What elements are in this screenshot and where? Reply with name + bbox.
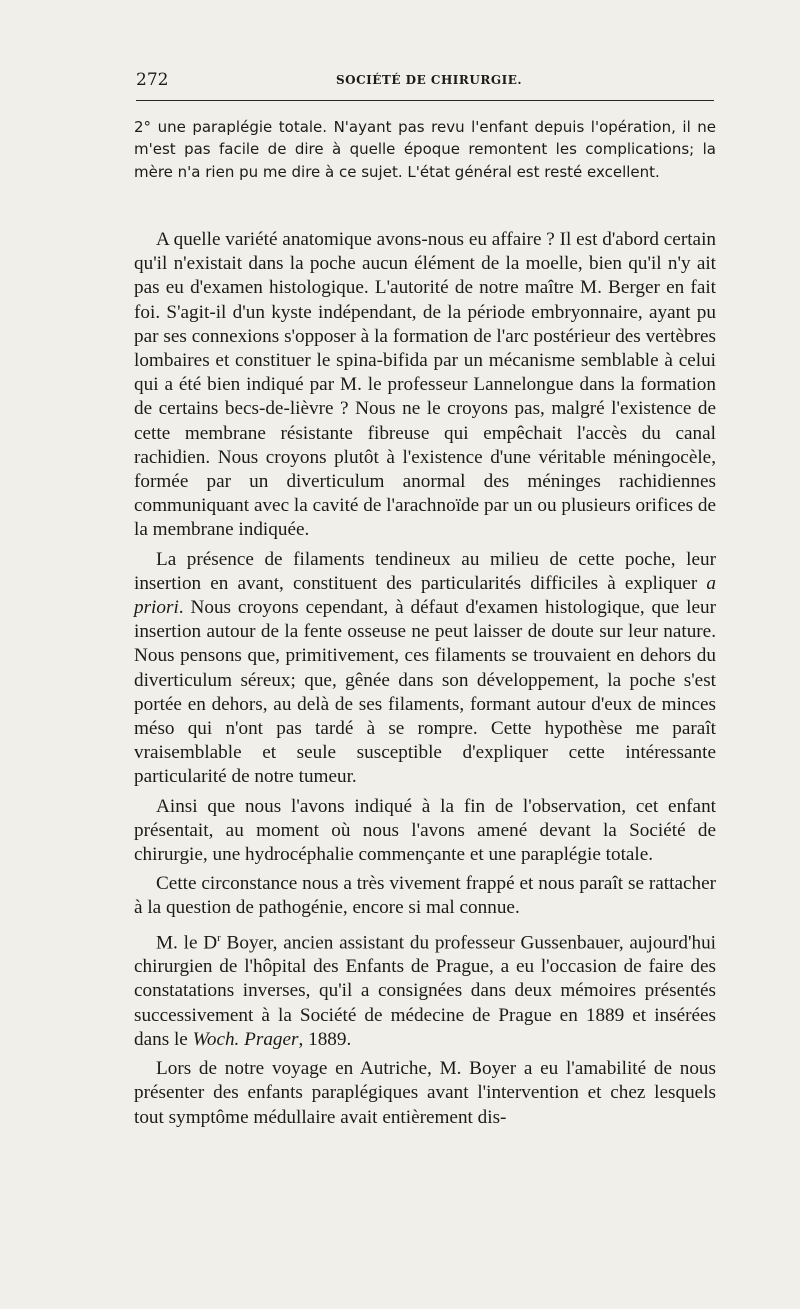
body-text: [134, 228, 716, 1130]
paragraph-7: Lors de notre voyage en Autriche, M. Boyer a eu l'amabilité de nous présenter des enfants paraplégiques avant l'intervention et chez lesquels tout symptôme médullaire avait entièrement dis-: [134, 1058, 716, 1128]
running-head: SOCIÉTÉ DE CHIRURGIE.: [336, 73, 523, 87]
paragraph-6-part-1: M. le D: [156, 932, 218, 954]
paragraph-3-italic: a priori: [134, 572, 716, 619]
paragraph-6-part-3: , 1889.: [298, 1028, 352, 1050]
paragraph-1: 2° une paraplégie totale. N'ayant pas revu l'enfant depuis l'opération, il ne m'est pas facile de dire à quelle époque remontent les complications; la mère n'a rien pu me dire à ce sujet. L'état général est resté excellent.: [134, 118, 716, 181]
paragraph-5: Cette circonstance nous a très vivement frappé et nous paraît se rattacher à la question de pathogénie, encore si mal connue.: [134, 873, 716, 919]
paragraph-6-part-2: Boyer, ancien assistant du professeur Gussenbauer, aujourd'hui chirurgien de l'hôpital des Enfants de Prague, a eu l'occasion de faire des constatations inverses, qu'il a consignées dans deux mémoires présentés successivement à la Société de médecine de Prague en 1889 et insérées dans le: [134, 932, 716, 1050]
paragraph-4: Ainsi que nous l'avons indiqué à la fin de l'observation, cet enfant présentait, au moment où nous l'avons amené devant la Société de chirurgie, une hydrocéphalie commençante et une paraplégie totale.: [134, 795, 716, 866]
paragraph-6-superscript: r: [217, 931, 221, 944]
paragraph-3-part-2: . Nous croyons cependant, à défaut d'examen histologique, que leur insertion autour de la fente osseuse ne peut laisser de doute sur leur nature. Nous pensons que, primitivement, ces filaments se trouvaient en dehors du diverticulum séreux; que, gênée dans son développement, la poche s'est portée en dehors, au delà de ses filaments, formant autour d'eux de minces méso qui n'ont pas tardé à se rompre. Cette hypothèse me paraît vraisemblable et seule susceptible d'expliquer cette intéressante particularité de notre tumeur.: [134, 597, 716, 788]
paragraph-2: A quelle variété anatomique avons-nous eu affaire ? Il est d'abord certain qu'il n'existait dans la poche aucun élément de la moelle, bien qu'il n'y ait pas eu d'examen histologique. L'autorité de notre maître M. Berger en fait foi. S'agit-il d'un kyste indépendant, de la période embryonnaire, ayant pu par ses connexions s'opposer à la formation de l'arc postérieur des vertèbres lombaires et constituer le spina-bifida par un mécanisme semblable à celui qui a été bien indiqué par M. le professeur Lannelongue dans la formation de certains becs-de-lièvre ? Nous ne le croyons pas, malgré l'existence de cette membrane résistante fibreuse qui empêchait l'accès du canal rachidien. Nous croyons plutôt à l'existence d'une véritable méningocèle, formée par un diverticulum anormal des méninges rachidiennes communiquant avec la cavité de l'arachnoïde par un ou plusieurs orifices de la membrane indiquée.: [134, 229, 716, 541]
paragraph-6: [134, 926, 716, 1052]
page-header: [136, 70, 714, 92]
header-rule: [136, 100, 714, 101]
paragraph-3-part-1: La présence de filaments tendineux au milieu de cette poche, leur insertion en avant, constituent des particularités difficiles à expliquer: [134, 548, 716, 594]
paragraph-6-italic: Woch. Prager: [192, 1028, 299, 1050]
page-number: 272: [136, 70, 169, 90]
paragraph-3: [134, 548, 716, 790]
